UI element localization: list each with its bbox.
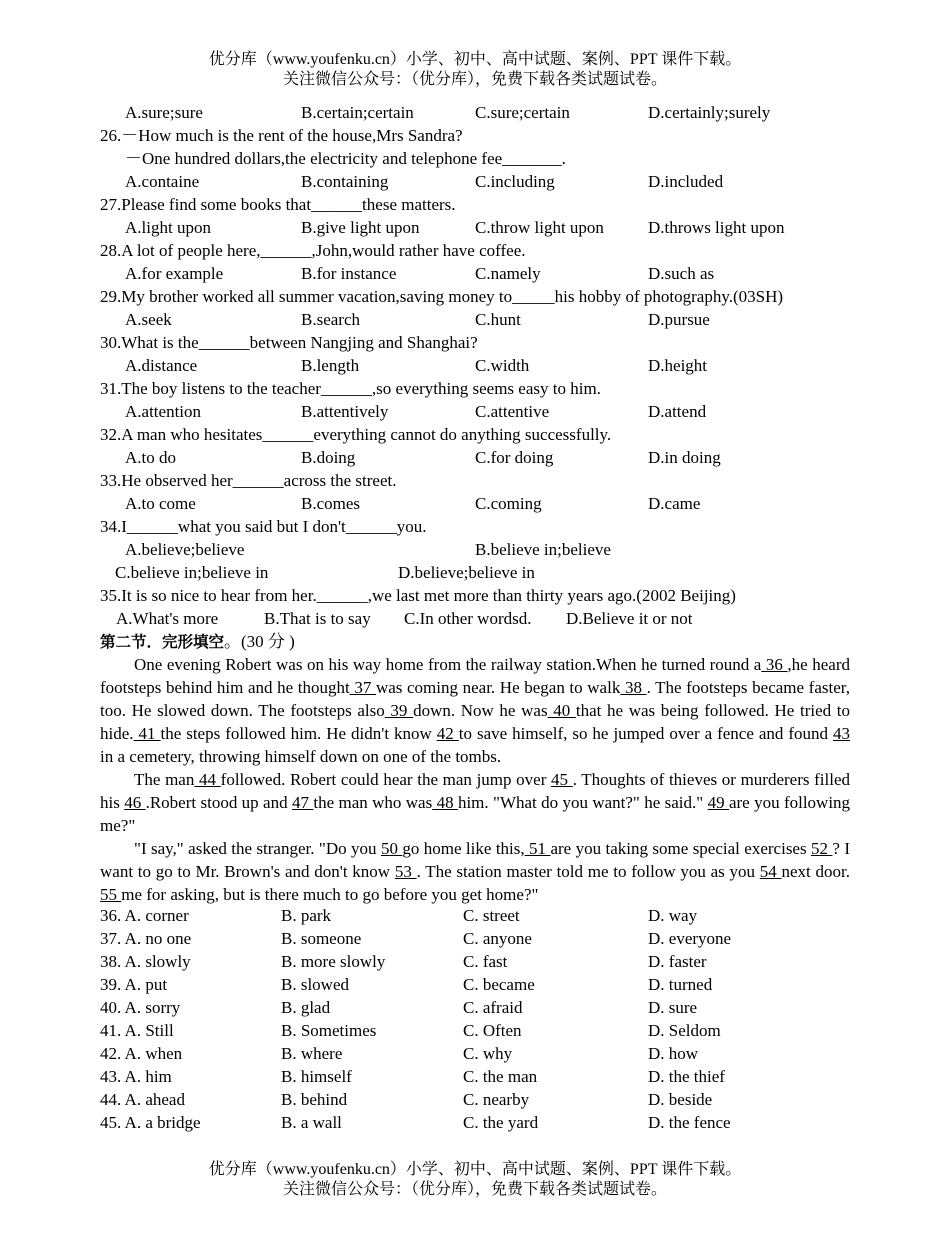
option-a: A.attention [125, 402, 202, 421]
cloze-option: B. someone [281, 929, 362, 948]
cloze-option: D. way [648, 906, 698, 925]
cloze-option: 37. A. no one [100, 929, 192, 948]
cloze-option: 40. A. sorry [100, 998, 181, 1017]
question-stem: 35.It is so nice to hear from her.______,we last met more than thirty years ago.(2002 Beijing) [100, 586, 736, 605]
passage-text: The man [134, 770, 195, 789]
option-d: D.included [648, 172, 724, 191]
option-b: B.give light upon [301, 218, 420, 237]
cloze-option: B. a wall [281, 1113, 342, 1132]
cloze-option: B. more slowly [281, 952, 386, 971]
blank-52: 52 [811, 839, 833, 858]
option-a: A.What's more [116, 609, 219, 628]
passage-text: . The footsteps became faster, too. He slowed down. The footsteps also [100, 678, 851, 720]
question-stem: 33.He observed her______across the street. [100, 471, 397, 490]
cloze-option: D. beside [648, 1090, 713, 1109]
blank-41: 41 [133, 724, 161, 743]
option-d: D.height [648, 356, 708, 375]
passage-text: . The station master told me to follow you as you [416, 862, 760, 881]
option-b: B.for instance [301, 264, 397, 283]
header-line-2: 关注微信公众号：（优分库），免费下载各类试题试卷。 [282, 71, 667, 88]
blank-45: 45 [551, 770, 573, 789]
option-a: A.light upon [125, 218, 211, 237]
passage-paragraph-2 [100, 768, 850, 837]
option-c: C.including [475, 172, 555, 191]
blank-48: 48 [432, 793, 458, 812]
cloze-option: D. everyone [648, 929, 732, 948]
option-b: B.comes [301, 494, 361, 513]
option-a: A.sure;sure [125, 103, 203, 122]
cloze-option: C. became [463, 975, 535, 994]
cloze-option: C. why [463, 1044, 513, 1063]
cloze-option: D. sure [648, 998, 698, 1017]
question-stem: 30.What is the______between Nangjing and Shanghai? [100, 333, 478, 352]
option-c: C.believe in;believe in [115, 563, 269, 582]
blank-39: 39 [384, 701, 414, 720]
option-c: C.for doing [475, 448, 554, 467]
cloze-passage [100, 653, 850, 906]
cloze-option: B. glad [281, 998, 331, 1017]
option-a: A.to do [125, 448, 176, 467]
cloze-option: C. street [463, 906, 520, 925]
option-a: A.for example [125, 264, 224, 283]
cloze-option: 39. A. put [100, 975, 168, 994]
passage-text: .Robert stood up and [145, 793, 292, 812]
cloze-option: D. the fence [648, 1113, 731, 1132]
cloze-option: 44. A. ahead [100, 1090, 185, 1109]
cloze-option: C. Often [463, 1021, 522, 1040]
option-d: D.came [648, 494, 701, 513]
passage-text: was coming near. He began to walk [375, 678, 621, 697]
option-a: A.believe;believe [125, 540, 245, 559]
passage-text: are you following me?" [100, 793, 851, 835]
passage-text: in a cemetery, throwing himself down on one of the tombs. [100, 747, 502, 766]
option-b: B.attentively [301, 402, 389, 421]
option-b: B.believe in;believe [475, 540, 611, 559]
blank-49: 49 [707, 793, 729, 812]
cloze-option: C. anyone [463, 929, 532, 948]
blank-42: 42 [436, 724, 459, 743]
question-stem: 28.A lot of people here,______,John,would rather have coffee. [100, 241, 526, 260]
blank-51: 51 [524, 839, 551, 858]
section-title [100, 630, 295, 654]
option-b: B.length [301, 356, 360, 375]
option-c: C.attentive [475, 402, 550, 421]
option-d: D.Believe it or not [566, 609, 693, 628]
option-a: A.containe [125, 172, 200, 191]
cloze-option: B. slowed [281, 975, 349, 994]
passage-text: me for asking, but is there much to go before you get home?" [121, 885, 539, 904]
passage-text: the man who was [313, 793, 433, 812]
header-line-1: 优分库（www.youfenku.cn）小学、初中、高中试题、案例、PPT 课件下载。 [208, 51, 742, 68]
passage-text: next door. [781, 862, 850, 881]
question-stem: 27.Please find some books that______these matters. [100, 195, 456, 214]
option-d: D.throws light upon [648, 218, 785, 237]
cloze-option: 45. A. a bridge [100, 1113, 201, 1132]
passage-text: One evening Robert was on his way home from the railway station.When he turned round a [134, 655, 762, 674]
cloze-option: D. how [648, 1044, 699, 1063]
blank-50: 50 [380, 839, 403, 858]
option-b: B.doing [301, 448, 356, 467]
option-c: C.throw light upon [475, 218, 604, 237]
passage-text: go home like this, [402, 839, 525, 858]
cloze-option: B. park [281, 906, 332, 925]
passage-paragraph-1 [100, 653, 850, 768]
passage-text: him. "What do you want?" he said." [457, 793, 708, 812]
option-b: B.certain;certain [301, 103, 414, 122]
cloze-option: 42. A. when [100, 1044, 183, 1063]
blank-43: 43 [833, 724, 851, 743]
passage-text: ? I want to go to Mr. Brown's and don't know [100, 839, 851, 881]
blank-40: 40 [547, 701, 576, 720]
option-c: C.sure;certain [475, 103, 570, 122]
option-d: D.attend [648, 402, 707, 421]
passage-paragraph-3 [100, 837, 850, 906]
footer-line-2: 关注微信公众号：（优分库），免费下载各类试题试卷。 [282, 1181, 667, 1198]
cloze-option: D. faster [648, 952, 707, 971]
cloze-option: C. the man [463, 1067, 538, 1086]
cloze-option: 36. A. corner [100, 906, 189, 925]
cloze-option: B. himself [281, 1067, 352, 1086]
option-d: D.certainly;surely [648, 103, 771, 122]
option-c: C.hunt [475, 310, 521, 329]
passage-text: "I say," asked the stranger. "Do you [134, 839, 381, 858]
cloze-option: 38. A. slowly [100, 952, 191, 971]
question-stem-line-2: －One hundred dollars,the electricity and telephone fee_______. [125, 149, 566, 168]
cloze-option: C. fast [463, 952, 508, 971]
option-b: B.search [301, 310, 361, 329]
option-b: B.containing [301, 172, 389, 191]
blank-44: 44 [194, 770, 221, 789]
blank-37: 37 [349, 678, 376, 697]
section-title-text: 第二节．完形填空 [100, 633, 225, 651]
question-stem: 32.A man who hesitates______everything cannot do anything successfully. [100, 425, 612, 444]
option-b: B.That is to say [264, 609, 371, 628]
passage-text: . Thoughts of thieves or murderers filled his [100, 770, 851, 812]
blank-36: 36 [761, 655, 788, 674]
option-d: D.in doing [648, 448, 721, 467]
option-c: C.coming [475, 494, 542, 513]
cloze-option: B. behind [281, 1090, 348, 1109]
passage-text: the steps followed him. He didn't know [160, 724, 437, 743]
option-d: D.such as [648, 264, 715, 283]
cloze-option: D. the thief [648, 1067, 725, 1086]
blank-55: 55 [100, 885, 122, 904]
blank-38: 38 [620, 678, 647, 697]
option-a: A.to come [125, 494, 196, 513]
option-a: A.seek [125, 310, 172, 329]
passage-text: down. Now he was [413, 701, 548, 720]
cloze-option: 41. A. Still [100, 1021, 174, 1040]
section-points: 。(30 分 ) [224, 632, 295, 651]
blank-54: 54 [759, 862, 782, 881]
option-c: C.width [475, 356, 530, 375]
option-d: D.pursue [648, 310, 710, 329]
cloze-option: 43. A. him [100, 1067, 172, 1086]
passage-text: ,he heard footsteps behind him and he thought [100, 655, 850, 697]
blank-53: 53 [394, 862, 417, 881]
option-a: A.distance [125, 356, 198, 375]
blank-46: 46 [124, 793, 146, 812]
passage-text: followed. Robert could hear the man jump over [220, 770, 552, 789]
cloze-option: C. nearby [463, 1090, 530, 1109]
option-d: D.believe;believe in [398, 563, 535, 582]
cloze-option: C. afraid [463, 998, 523, 1017]
question-stem: 29.My brother worked all summer vacation,saving money to_____his hobby of photography.(03SH) [100, 287, 784, 306]
cloze-option: C. the yard [463, 1113, 539, 1132]
blank-47: 47 [291, 793, 314, 812]
cloze-option: B. Sometimes [281, 1021, 377, 1040]
passage-text: are you taking some special exercises [550, 839, 811, 858]
footer-line-1: 优分库（www.youfenku.cn）小学、初中、高中试题、案例、PPT 课件下载。 [208, 1161, 742, 1178]
cloze-option: B. where [281, 1044, 343, 1063]
option-c: C.In other wordsd. [404, 609, 532, 628]
option-c: C.namely [475, 264, 541, 283]
question-stem: 34.I______what you said but I don't______you. [100, 517, 427, 536]
passage-text: to save himself, so he jumped over a fence and found [458, 724, 834, 743]
question-stem: 31.The boy listens to the teacher______,so everything seems easy to him. [100, 379, 601, 398]
passage-text: that he was being followed. He tried to hide. [100, 701, 851, 743]
cloze-option: D. Seldom [648, 1021, 721, 1040]
question-stem: 26.－How much is the rent of the house,Mrs Sandra? [100, 126, 463, 145]
cloze-option: D. turned [648, 975, 713, 994]
